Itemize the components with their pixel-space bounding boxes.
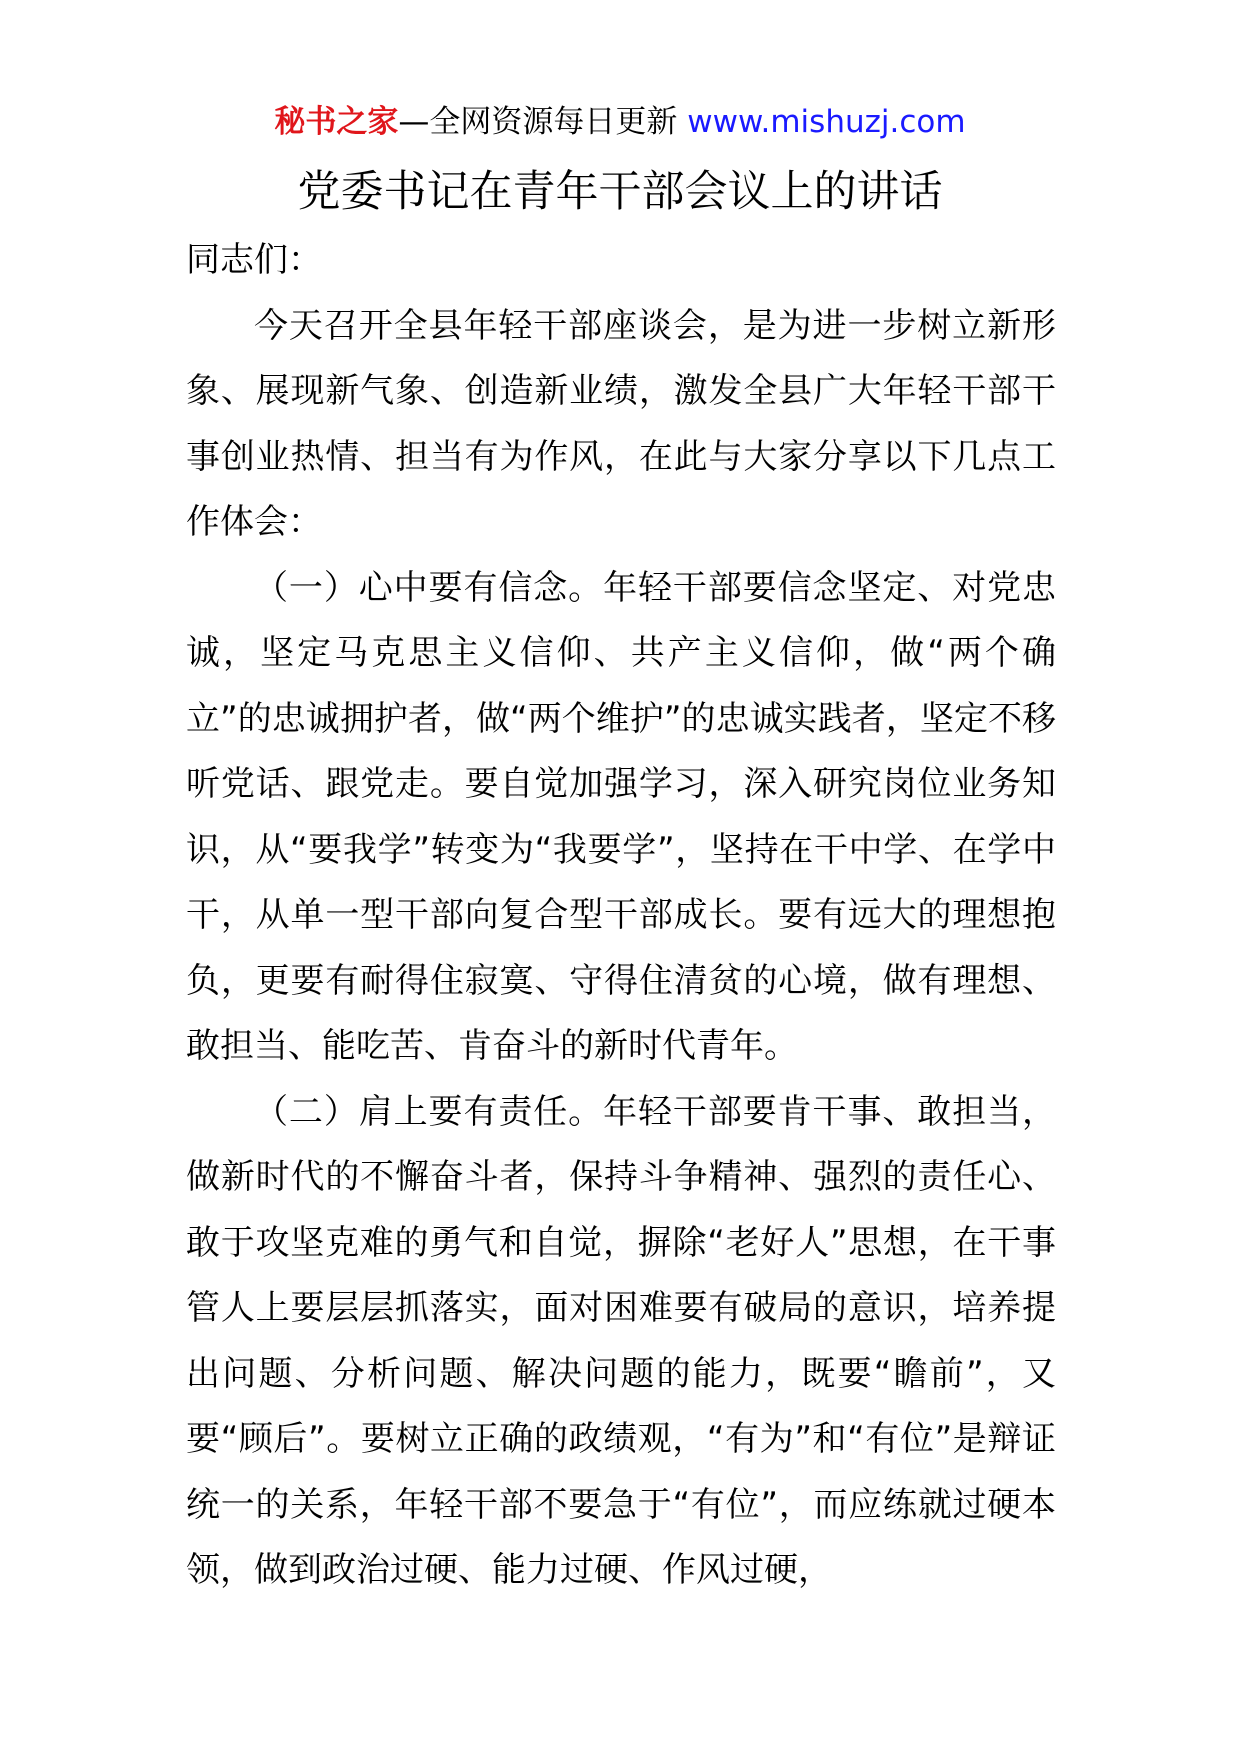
document-body: [186, 228, 1056, 1604]
document-title: 党委书记在青年干部会议上的讲话: [297, 167, 943, 217]
paragraph-responsibility: （二）肩上要有责任。年轻干部要肯干事、敢担当，做新时代的不懈奋斗者，保持斗争精神、强烈的责任心、敢于攻坚克难的勇气和自觉，摒除“老好人”思想，在干事管人上要层层抓落实，面对困难要有破局的意识，培养提出问题、分析问题、解决问题的能力，既要“瞻前”，又要“顾后”。要树立正确的政绩观，“有为”和“有位”是辩证统一的关系，年轻干部不要急于“有位”，而应练就过硬本领，做到政治过硬、能力过硬、作风过硬，: [186, 1091, 1056, 1590]
paragraph-intro: 今天召开全县年轻干部座谈会，是为进一步树立新形象、展现新气象、创造新业绩，激发全县广大年轻干部干事创业热情、担当有为作风，在此与大家分享以下几点工作体会：: [186, 305, 1056, 542]
site-url-link[interactable]: www.mishuzj.com: [687, 104, 966, 140]
site-header: [0, 102, 1240, 142]
site-slogan: —全网资源每日更新: [398, 104, 678, 140]
paragraph-belief: （一）心中要有信念。年轻干部要信念坚定、对党忠诚，坚定马克思主义信仰、共产主义信仰，做“两个确立”的忠诚拥护者，做“两个维护”的忠诚实践者，坚定不移听党话、跟党走。要自觉加强学习，深入研究岗位业务知识，从“要我学”转变为“我要学”，坚持在干中学、在学中干，从单一型干部向复合型干部成长。要有远大的理想抱负，更要有耐得住寂寞、守得住清贫的心境，做有理想、敢担当、能吃苦、肯奋斗的新时代青年。: [186, 567, 1056, 1066]
brand-name: 秘书之家: [274, 104, 399, 140]
salutation: 同志们：: [186, 240, 322, 280]
